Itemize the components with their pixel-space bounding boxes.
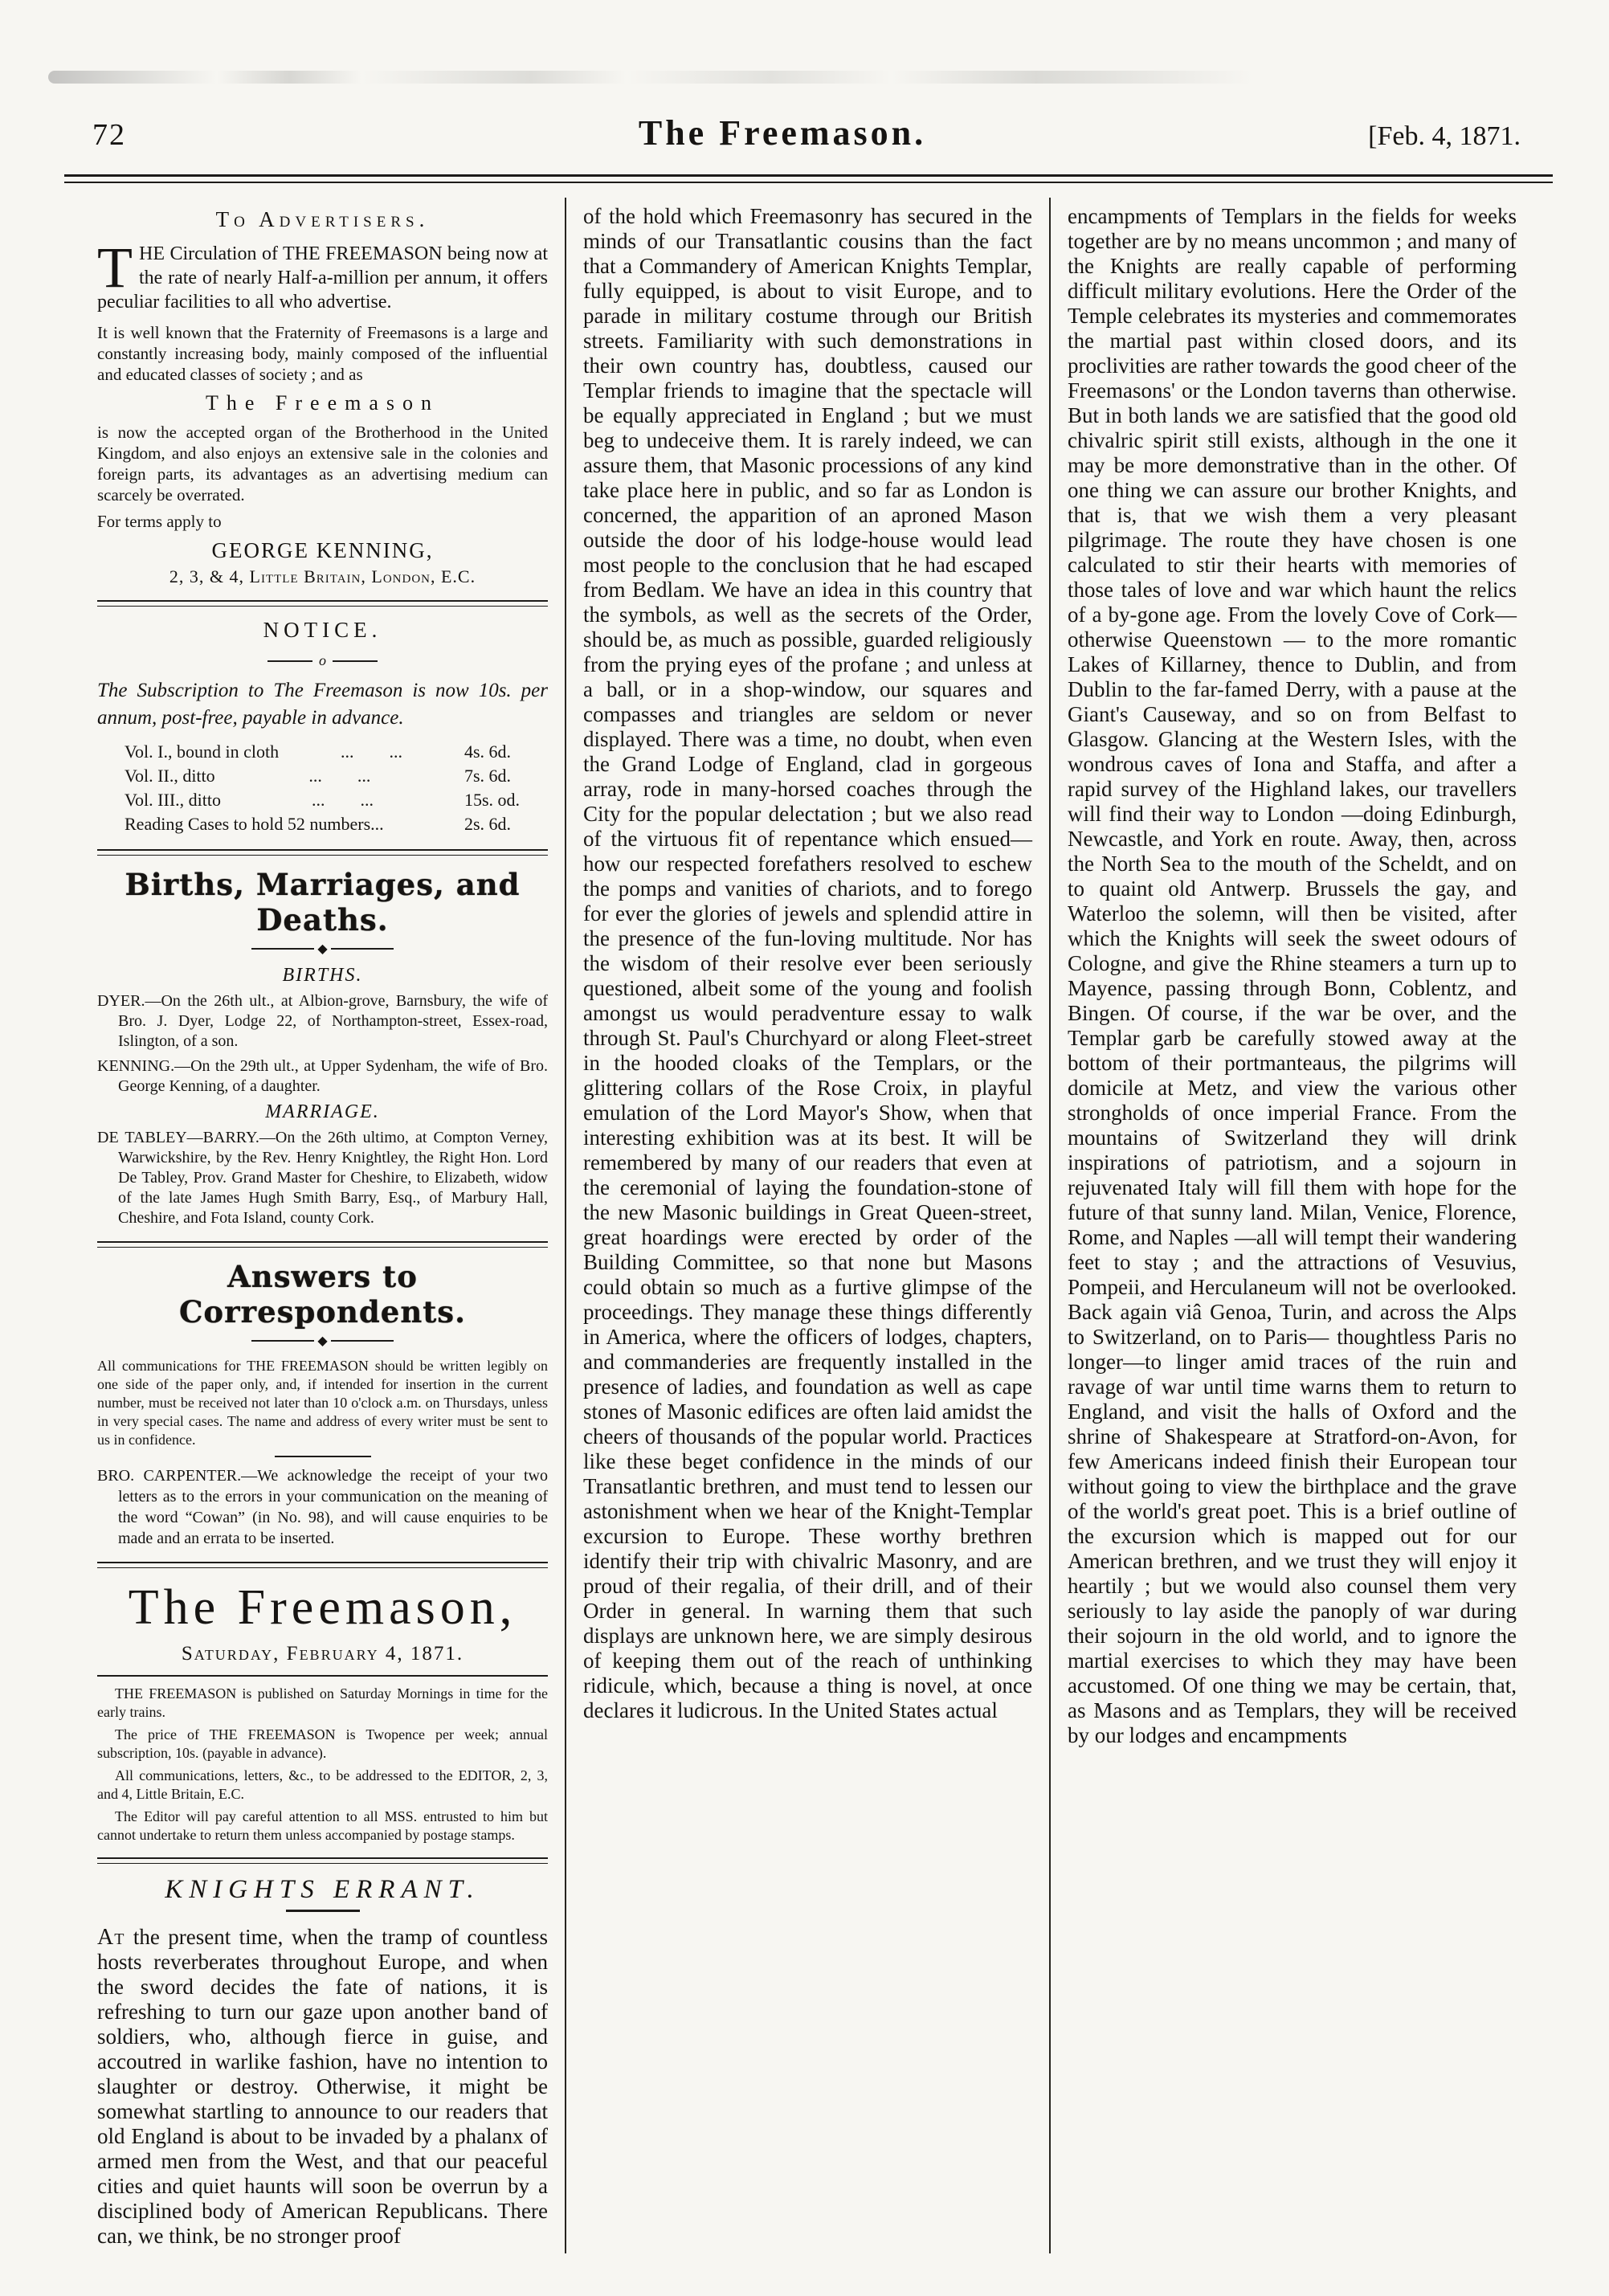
divider-dash — [267, 660, 312, 662]
price-label: Vol. I., bound in cloth — [125, 742, 280, 762]
article-lead-word: At — [97, 1925, 125, 1950]
masthead-note: All communications, letters, &c., to be addressed to the EDITOR, 2, 3, and 4, Little Britain, E.C. — [97, 1767, 548, 1802]
header-rule — [64, 174, 1553, 183]
divider-dash — [251, 948, 314, 950]
publisher-name: GEORGE KENNING, — [211, 538, 434, 562]
section-notice — [97, 618, 548, 836]
price-label: Vol. III., ditto — [125, 790, 221, 810]
masthead-note: THE FREEMASON is published on Saturday Mornings in time for the early trains. — [97, 1685, 548, 1720]
article-heading: KNIGHTS ERRANT. — [165, 1875, 480, 1904]
bmd-heading: Births, Marriages, and Deaths. — [125, 867, 521, 938]
birth-entry: KENNING.—On the 29th ult., at Upper Sydenham, the wife of Bro. George Kenning, of a daughter. — [97, 1057, 548, 1095]
section-divider-rule — [97, 1562, 548, 1568]
page-date: [Feb. 4, 1871. — [1368, 121, 1521, 151]
births-subheading: BIRTHS. — [282, 965, 363, 986]
page-title: The Freemason. — [638, 113, 927, 153]
correspondents-note: All communications for THE FREEMASON should be written legibly on one side of the paper only, and, if intended for insertion in the current number, must be received not later than 10 o'clock a.m. on Thursdays, unless in very special cases. The name and address of every writer must be sent to us in confidence. — [97, 1358, 548, 1448]
freemason-brand-line: The Freemason — [205, 391, 439, 415]
column-2 — [565, 198, 1049, 2253]
price-dots: ... ... — [308, 766, 371, 786]
masthead-date: Saturday, February 4, 1871. — [181, 1643, 464, 1665]
section-births-marriages-deaths — [97, 867, 548, 1228]
masthead-note: The Editor will pay careful attention to all MSS. entrusted to him but cannot undertake to return them unless accompanied by postage stamps. — [97, 1808, 548, 1843]
masthead-title: The Freemason, — [128, 1580, 517, 1635]
divider-dash — [331, 948, 394, 950]
o-ornament: o — [319, 652, 326, 668]
section-knights-errant — [97, 1875, 548, 2249]
article-body-text: the present time, when the tramp of countless hosts reverberates throughout Europe, and when the sword decides the fate of nations, it is refreshing to turn our gaze upon another band of soldiers, who, although fierce in guise, and accoutred in warlike fashion, have no intention to slaughter or destroy. Otherwise, it might be somewhat startling to announce to our readers that old England is about to be invaded by a phalanx of armed men from the West, and that our peaceful cities and quiet haunts will soon be overrun by a disciplined body of American Republicans. There can, we think, be no stronger proof — [97, 1925, 548, 2248]
price-row — [97, 764, 548, 788]
section-divider-rule — [97, 600, 548, 607]
article-body-column-1 — [97, 1925, 548, 2249]
advertisers-paragraph-3: is now the accepted organ of the Brotherhood in the United Kingdom, and also enjoys an extensive sale in the colonies and foreign parts, its advantages as an advertising medium can scarcely be overrated. — [97, 423, 548, 505]
diamond-icon: ◆ — [317, 1334, 328, 1348]
notice-heading: NOTICE. — [263, 618, 382, 642]
section-answers-to-correspondents — [97, 1259, 548, 1549]
correspondents-heading: Answers to Correspondents. — [178, 1259, 467, 1330]
diamond-ornament-divider — [97, 941, 548, 957]
article-body-column-2: of the hold which Freemasonry has secured in the minds of our Transatlantic cousins than the fact that a Commandery of American Knights Templar, fully equipped, is about to visit Europe, and to parade in military costume through our British streets. Familiarity with such demonstrations in their own country has, doubtless, caused our Templar friends to imagine that the spectacle will be equally appreciated in England ; but we must beg to undeceive them. It is rarely indeed, we can assure them, that Masonic processions of any kind take place here in public, and so far as London is concerned, the apparition of an aproned Mason outside the door of his lodge-house would lead most people to the conclusion that he had escaped from Bedlam. We have an idea in this country that the symbols, as well as the secrets of the Order, should be, as much as possible, guarded religiously from the prying eyes of the profane ; and unless at a ball, or in a shop-window, our squares and compasses and triangles are seldom or never displayed. There was a time, no doubt, when even the Grand Lodge of England, clad in gorgeous array, rode in many-horsed coaches through the City for the popular delectation ; but we also read of the virtuous fit of repentance which ensued— how our respected forefathers resolved to eschew the pomps and vanities of chariots, and to forego for ever the glories of jewels and splendid attire in the presence of the fun-loving multitude. Nor has the wisdom of their resolve ever been seriously questioned, albeit some of the young and foolish amongst us would peradventure essay to walk through St. Paul's Churchyard or along Fleet-street in the hooded cloaks of the Templars, or the glittering collars of the Rose Croix, in playful emulation of the Lord Mayor's Show, when that interesting exhibition was at its best. It will be remembered by many of our readers that even at the ceremonial of laying the foundation-stone of the new Masonic buildings in Great Queen-street, great hoardings were erected by order of the Building Committee, so that none but Masons could obtain so much as a furtive glimpse of the proceedings. They manage these things differently in America, where the officers of lodges, chapters, and commanderies are frequently installed in the presence of ladies, and foundation as well as cape stones of Masonic edifices are often laid amidst the cheers of thousands of the popular world. Practices like these beget confidence in the minds of our Transatlantic brethren, and must tend to lessen our astonishment when we hear of the Knight-Templar excursion to Europe. These worthy brethren identify their trip with chivalric Masonry, and are proud of their regalia, of their drill, and of their Order in general. In warning them that such displays are unknown here, we are simply desirous of keeping them out of the reach of unthinking ridicule, which, because a thing is novel, at once declares it ludicrous. In the United States actual — [583, 204, 1032, 1722]
column-layout — [80, 198, 1537, 2253]
masthead-rule — [97, 1675, 548, 1677]
divider-dash — [251, 1340, 314, 1342]
price-row — [97, 812, 548, 836]
price-dots: ... ... — [341, 742, 403, 762]
advertisers-paragraph-1-text: HE Circulation of THE FREEMASON being now at the rate of nearly Half-a-million per annum, it offers peculiar facilities to all who advertise. — [97, 243, 548, 313]
price-value: 15s. od. — [464, 790, 521, 810]
section-divider-rule — [97, 1857, 548, 1864]
price-value: 2s. 6d. — [464, 814, 512, 834]
subscription-notice: The Subscription to The Freemason is now 10s. per annum, post-free, payable in advance. — [97, 680, 548, 729]
drop-cap: T — [97, 235, 133, 300]
section-masthead — [97, 1579, 548, 1845]
o-ornament-divider — [97, 652, 548, 669]
price-value: 7s. 6d. — [464, 766, 512, 786]
diamond-icon: ◆ — [317, 942, 328, 956]
page-number: 72 — [92, 118, 126, 152]
article-body-column-3: encampments of Templars in the fields for weeks together are by no means uncommon ; and many of the Knights are really capable of performing difficult military evolutions. Here the Order of the Temple celebrates its mysteries and commemorates the martial past within closed doors, and its proclivities are rather towards the good cheer of the Freemasons' or the London taverns than otherwise. But in both lands we are satisfied that the good old chivalric spirit still exists, although in the one it may be more demonstrative than in the other. Of one thing we can assure our brother Knights, and that is, that we wish them a very pleasant pilgrimage. The route they have chosen is one calculated to stir their hearts with memories of those tales of love and war which haunt the relics of a by-gone age. From the lovely Cove of Cork—otherwise Queenstown — to the more romantic Lakes of Killarney, thence to Dublin, and from Dublin to the far-famed Derry, with a pause at the Giant's Causeway, and so on from Belfast to Glasgow. Glancing at the Western Isles, with the wondrous caves of Iona and Staffa, and after a rapid survey of the Highland lakes, our travellers will find their way to London —doing Edinburgh, Newcastle, and York en route. Away, then, across the North Sea to the mouth of the Scheldt, and on to quaint old Antwerp. Brussels the gay, and Waterloo the solemn, will then be visited, after which the Knights will seek the sweet odours of Cologne, and give the Rhine steamers a turn up to Mayence, passing through Bonn, Coblentz, and Bingen. Of course, if the war be over, and the Templar garb be carefully stowed away at the bottom of their portmanteaus, the pilgrims will domicile at Metz, and view the various other strongholds of once imperial France. From the mountains of Switzerland they will drink inspirations of patriotism, and a sojourn in rejuvenated Italy will fill them with hope for the future of that sunny land. Milan, Venice, Florence, Rome, and Naples —all will tempt their wandering feet to stay ; and the attractions of Vesuvius, Pompeii, and Herculaneum will not be overlooked. Back again viâ Genoa, Turin, and across the Alps to Switzerland, on to Paris— thoughtless Paris no longer—to linger amid traces of the ruin and ravage of war until time warns them to return to England, and visit the halls of Oxford and the shrine of Shakespeare at Stratford-on-Avon, for few Americans indeed finish their European tour without going to view the birthplace and the grave of the world's great poet. This is a brief outline of the excursion which is mapped out for our American brethren, and we trust they will enjoy it heartily ; but we would also counsel them very seriously to lay aside the panoply of war during their sojourn in the old world, and to ignore the martial exercises to which they may have been accustomed. Of one thing we may be certain, that, as Masons and as Templars, they will be received by our lodges and encampments — [1068, 204, 1517, 1747]
advertisers-heading: To Advertisers. — [215, 207, 430, 231]
section-divider-rule — [97, 1241, 548, 1248]
scan-artifact — [48, 71, 1253, 84]
advertisers-paragraph-2: It is well known that the Fraternity of Freemasons is a large and constantly increasing body, mainly composed of the influential and educated classes of society ; and as — [97, 323, 548, 384]
price-dots: ... ... — [311, 790, 374, 810]
section-to-advertisers — [97, 207, 548, 587]
publisher-address: 2, 3, & 4, Little Britain, London, E.C. — [169, 566, 476, 586]
column-3 — [1049, 198, 1533, 2253]
column-1 — [80, 198, 565, 2253]
price-dots — [384, 812, 464, 836]
apply-line: For terms apply to — [97, 512, 222, 531]
marriage-subheading: MARRIAGE. — [265, 1101, 380, 1122]
diamond-ornament-divider — [97, 1333, 548, 1349]
divider-dash — [331, 1340, 394, 1342]
price-label: Reading Cases to hold 52 numbers... — [125, 814, 384, 834]
masthead-note: The price of THE FREEMASON is Twopence per week; annual subscription, 10s. (payable in advance). — [97, 1726, 548, 1761]
price-row — [97, 788, 548, 812]
price-row — [97, 740, 548, 764]
short-rule — [275, 1456, 371, 1457]
advertisers-paragraph-1 — [97, 235, 548, 314]
short-rule — [286, 1910, 360, 1912]
divider-dash — [333, 660, 378, 662]
birth-entry: DYER.—On the 26th ult., at Albion-grove, Barnsbury, the wife of Bro. J. Dyer, Lodge 22, of Northampton-street, Essex-road, Islington, of a son. — [97, 992, 548, 1050]
section-divider-rule — [97, 849, 548, 856]
price-label: Vol. II., ditto — [125, 766, 215, 786]
correspondent-entry: BRO. CARPENTER.—We acknowledge the receipt of your two letters as to the errors in your communication on the meaning of the word “Cowan” (in No. 98), and will cause enquiries to be made and an errata to be inserted. — [97, 1467, 548, 1547]
marriage-entry: DE TABLEY—BARRY.—On the 26th ultimo, at Compton Verney, Warwickshire, by the Rev. Henry Knightley, the Right Hon. Lord De Tabley, Prov. Grand Master for Cheshire, to Elizabeth, widow of the late James Hugh Smith Barry, Esq., of Marbury Hall, Cheshire, and Fota Island, county Cork. — [97, 1129, 548, 1227]
price-value: 4s. 6d. — [464, 742, 512, 762]
